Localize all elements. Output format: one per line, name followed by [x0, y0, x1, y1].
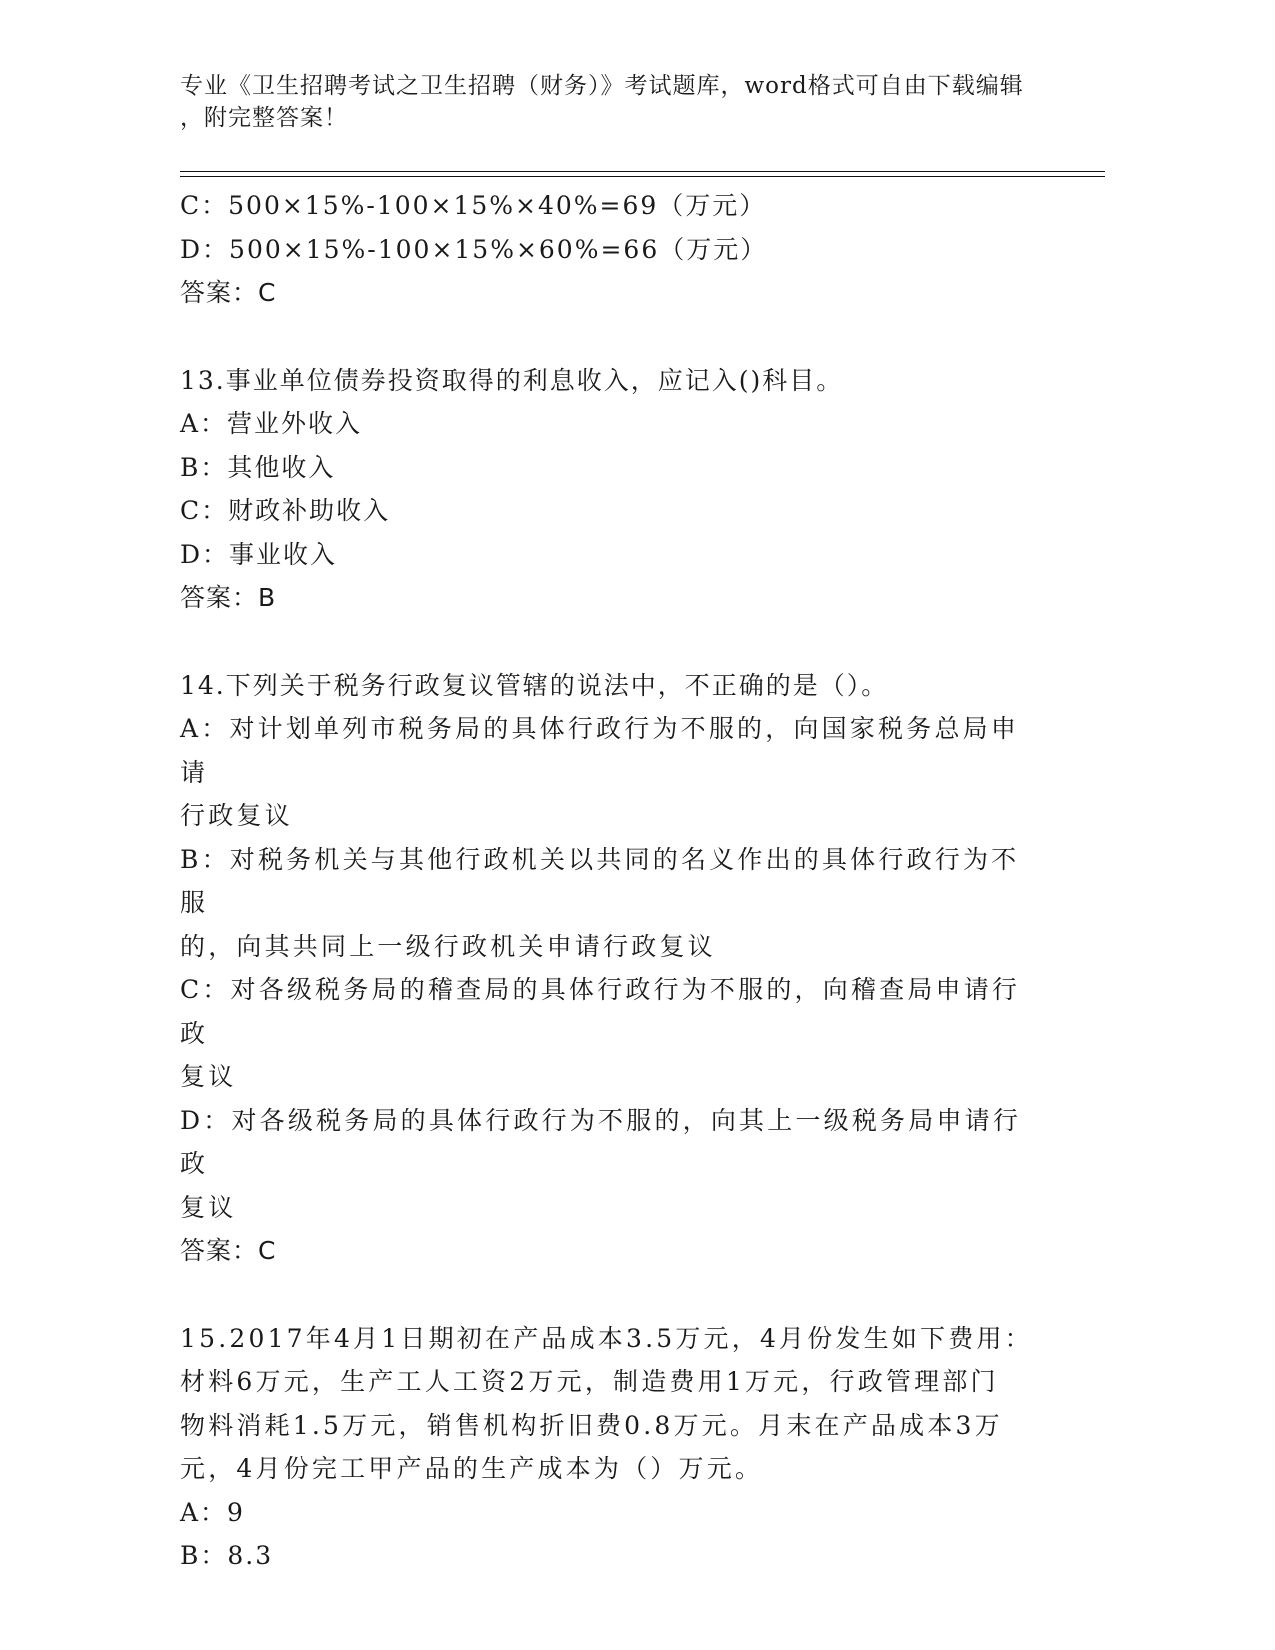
spacer: [180, 620, 1040, 664]
option-d-line-1: D：对各级税务局的具体行政行为不服的，向其上一级税务局申请行政: [180, 1105, 1022, 1178]
question-text-line-4: 元，4月份完工甲产品的生产成本为（）万元。: [180, 1454, 764, 1483]
option-d-line-2: 复议: [180, 1192, 237, 1222]
question-text-line-1: 15.2017年4月1日期初在产品成本3.5万元，4月份发生如下费用：: [180, 1323, 1033, 1353]
option-c-line-1: C：对各级税务局的稽查局的具体行政行为不服的，向稽查局申请行政: [180, 975, 1021, 1048]
option-d: D：事业收入: [180, 539, 338, 569]
option-c: C：财政补助收入: [180, 496, 391, 525]
question-13-block: [180, 359, 1040, 620]
option-a: A：营业外收入: [180, 409, 363, 438]
option-b: B：8.3: [180, 1541, 274, 1570]
option-a: A：9: [180, 1497, 245, 1527]
spacer: [180, 1273, 1040, 1317]
option-a-line-2: 行政复议: [180, 801, 293, 830]
answer-line: 答案：B: [180, 583, 277, 612]
question-content: [180, 184, 1040, 1578]
question-text-line-3: 物料消耗1.5万元，销售机构折旧费0.8万元。月末在产品成本3万: [180, 1410, 1003, 1440]
question-text-line-2: 材料6万元，生产工人工资2万元，制造费用1万元，行政管理部门: [180, 1367, 999, 1396]
option-a-line-1: A：对计划单列市税务局的具体行政行为不服的，向国家税务总局申请: [180, 714, 1020, 787]
header-divider-bottom: [180, 176, 1105, 177]
question-text: 14.下列关于税务行政复议管辖的说法中，不正确的是（）。: [180, 670, 889, 700]
document-header: [180, 70, 1060, 134]
answer-line: 答案：C: [180, 1236, 277, 1265]
option-c-line-2: 复议: [180, 1062, 237, 1091]
spacer: [180, 315, 1040, 359]
question-12-block: [180, 184, 1040, 315]
option-c: C：500×15%-100×15%×40%=69（万元）: [180, 191, 767, 220]
question-14-block: [180, 664, 1040, 1273]
header-line-1: 专业《卫生招聘考试之卫生招聘（财务）》考试题库，word格式可自由下载编辑: [180, 73, 1024, 99]
question-text: 13.事业单位债券投资取得的利息收入，应记入()科目。: [180, 365, 844, 395]
option-b-line-2: 的，向其共同上一级行政机关申请行政复议: [180, 931, 716, 961]
question-15-block: [180, 1317, 1040, 1578]
answer-line: 答案：C: [180, 278, 277, 307]
header-line-2: ，附完整答案！: [180, 105, 348, 131]
option-b-line-1: B：对税务机关与其他行政机关以共同的名义作出的具体行政行为不服: [180, 844, 1020, 917]
option-d: D：500×15%-100×15%×60%=66（万元）: [180, 234, 768, 264]
option-b: B：其他收入: [180, 452, 336, 482]
header-divider-top: [180, 171, 1105, 172]
